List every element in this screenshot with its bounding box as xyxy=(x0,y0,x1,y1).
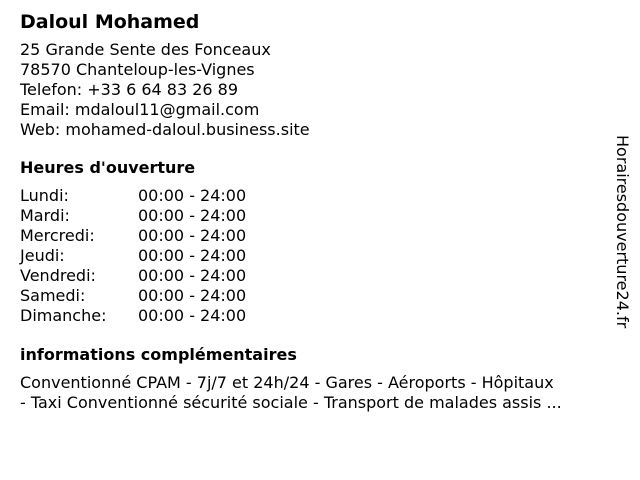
time-range: 00:00 - 24:00 xyxy=(138,306,247,325)
email-line: Email: mdaloul11@gmail.com xyxy=(20,100,260,119)
hours-row-thursday xyxy=(20,246,620,266)
day-label: Dimanche: xyxy=(20,306,107,325)
hours-row-monday xyxy=(20,186,620,206)
hours-row-wednesday xyxy=(20,226,620,246)
time-range: 00:00 - 24:00 xyxy=(138,206,247,225)
address-line-2: 78570 Chanteloup-les-Vignes xyxy=(20,60,255,79)
info-line-2: - Taxi Conventionné sécurité sociale - Transport de malades assis ... xyxy=(20,393,562,412)
hours-row-tuesday xyxy=(20,206,620,226)
hours-row-saturday xyxy=(20,286,620,306)
day-label: Mardi: xyxy=(20,206,70,225)
business-name: Daloul Mohamed xyxy=(20,11,200,33)
web-line: Web: mohamed-daloul.business.site xyxy=(20,120,310,139)
time-range: 00:00 - 24:00 xyxy=(138,286,247,305)
info-line-1: Conventionné CPAM - 7j/7 et 24h/24 - Gares - Aéroports - Hôpitaux xyxy=(20,373,554,392)
phone-line: Telefon: +33 6 64 83 26 89 xyxy=(20,80,239,99)
hours-title: Heures d'ouverture xyxy=(20,158,196,177)
address-line-1: 25 Grande Sente des Fonceaux xyxy=(20,40,271,59)
hours-row-friday xyxy=(20,266,620,286)
day-label: Mercredi: xyxy=(20,226,95,245)
time-range: 00:00 - 24:00 xyxy=(138,246,247,265)
day-label: Lundi: xyxy=(20,186,69,205)
time-range: 00:00 - 24:00 xyxy=(138,186,247,205)
hours-row-sunday xyxy=(20,306,620,326)
day-label: Samedi: xyxy=(20,286,86,305)
time-range: 00:00 - 24:00 xyxy=(138,266,247,285)
day-label: Vendredi: xyxy=(20,266,96,285)
business-card xyxy=(20,10,620,413)
info-title: informations complémentaires xyxy=(20,345,297,364)
watermark-text: Horairesdouverture24.fr xyxy=(613,135,632,329)
day-label: Jeudi: xyxy=(20,246,65,265)
time-range: 00:00 - 24:00 xyxy=(138,226,247,245)
